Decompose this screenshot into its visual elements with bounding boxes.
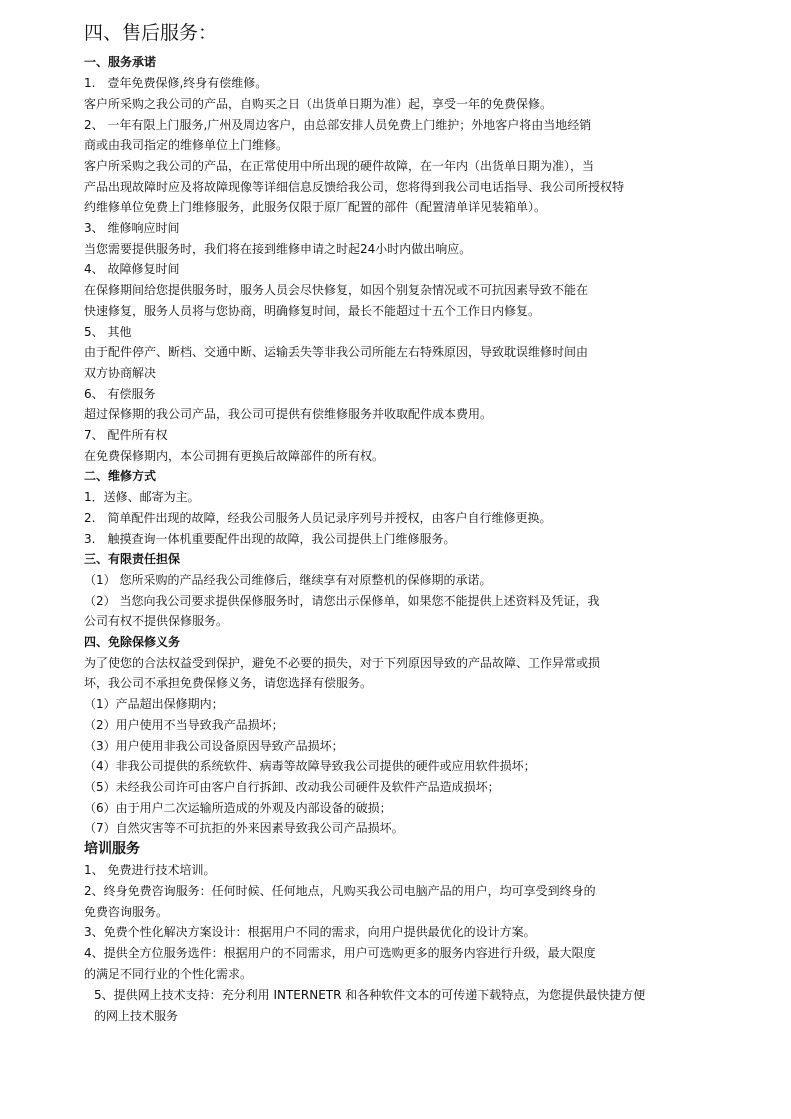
text-line: 2、终身免费咨询服务：任何时候、任何地点，凡购买我公司电脑产品的用户，均可享受到终身的: [84, 884, 596, 898]
text-line: 5、 其他: [84, 325, 132, 339]
text-line: 1．送修、邮寄为主。: [84, 490, 200, 504]
text-line: 约维修单位免费上门维修服务，此服务仅限于原厂配置的部件（配置清单详见装箱单）。: [84, 200, 547, 214]
text-line: 5、提供网上技术支持：充分利用 INTERNETR 和各种软件文本的可传递下载特点，为您提供最快捷方便: [94, 988, 646, 1002]
text-line: 客户所采购之我公司的产品，自购买之日（出货单日期为准）起，享受一年的免费保修。: [84, 97, 553, 111]
text-line: 当您需要提供服务时，我们将在接到维修申请之时起24小时内做出响应。: [84, 242, 472, 256]
text-line: 免费咨询服务。: [84, 905, 169, 919]
text-line: 超过保修期的我公司产品，我公司可提供有偿维修服务并收取配件成本费用。: [84, 407, 493, 421]
text-line: 双方协商解决: [84, 366, 157, 380]
text-line: 1. 壹年免费保修,终身有偿维修。: [84, 76, 268, 90]
text-line: 2. 简单配件出现的故障，经我公司服务人员记录序列号并授权，由客户自行维修更换。: [84, 511, 552, 525]
text-line: 为了使您的合法权益受到保护，避免不必要的损失，对于下列原因导致的产品故障、工作异常或损: [84, 656, 601, 670]
text-line: 2、 一年有限上门服务,广州及周边客户，由总部安排人员免费上门维护；外地客户将由当地经销: [84, 118, 592, 132]
text-line: 4、 故障修复时间: [84, 262, 180, 276]
text-line: 坏，我公司不承担免费保修义务，请您选择有偿服务。: [84, 676, 373, 690]
text-line: 1、 免费进行技术培训。: [84, 863, 216, 877]
text-line: 6、 有偿服务: [84, 387, 156, 401]
section-title: 四、售后服务：: [84, 22, 218, 44]
text-line: 客户所采购之我公司的产品，在正常使用中所出现的硬件故障，在一年内（出货单日期为准），当: [84, 159, 595, 173]
text-line: 7、 配件所有权: [84, 428, 168, 442]
text-line: （1） 您所采购的产品经我公司维修后，继续享有对原整机的保修期的承诺。: [84, 573, 492, 587]
heading-service-promise: 一、服务承诺: [84, 55, 157, 69]
text-line: 的网上技术服务: [94, 1009, 179, 1023]
text-line: （7）自然灾害等不可抗拒的外来因素导致我公司产品损坏。: [84, 821, 404, 835]
text-line: （2）用户使用不当导致我产品损坏；: [84, 718, 284, 732]
text-line: 在免费保修期内，本公司拥有更换后故障部件的所有权。: [84, 449, 385, 463]
text-line: 3、 维修响应时间: [84, 221, 180, 235]
heading-limited-warranty: 三、有限责任担保: [84, 552, 181, 566]
text-line: 的满足不同行业的个性化需求。: [84, 967, 253, 981]
text-line: 快速修复，服务人员将与您协商，明确修复时间，最长不能超过十五个工作日内修复。: [84, 304, 541, 318]
text-line: （2） 当您向我公司要求提供保修服务时，请您出示保修单，如果您不能提供上述资料及凭证，我: [84, 594, 600, 608]
text-line: 由于配件停产、断档、交通中断、运输丢失等非我公司所能左右特殊原因，导致耽误维修时间由: [84, 345, 589, 359]
text-line: 公司有权不提供保修服务。: [84, 614, 229, 628]
heading-training-service: 培训服务: [84, 841, 140, 857]
text-line: 在保修期间给您提供服务时，服务人员会尽快修复，如因个别复杂情况或不可抗因素导致不能在: [84, 283, 589, 297]
text-line: （3）用户使用非我公司设备原因导致产品损坏；: [84, 739, 344, 753]
heading-exemptions: 四、免除保修义务: [84, 635, 181, 649]
text-line: 3、免费个性化解决方案设计：根据用户不同的需求，向用户提供最优化的设计方案。: [84, 925, 536, 939]
heading-repair-method: 二、维修方式: [84, 469, 157, 483]
text-line: （4）非我公司提供的系统软件、病毒等故障导致我公司提供的硬件或应用软件损坏；: [84, 759, 536, 773]
text-line: 商或由我司指定的维修单位上门维修。: [84, 138, 289, 152]
text-line: 4、提供全方位服务选件：根据用户的不同需求，用户可选购更多的服务内容进行升级，最大限度: [84, 946, 596, 960]
text-line: （5）未经我公司许可由客户自行拆卸、改动我公司硬件及软件产品造成损坏；: [84, 780, 500, 794]
text-line: 3. 触摸查询一体机重要配件出现的故障，我公司提供上门维修服务。: [84, 532, 456, 546]
text-line: 产品出现故障时应及将故障现像等详细信息反馈给我公司，您将得到我公司电话指导、我公司所授权特: [84, 180, 625, 194]
text-line: （1）产品超出保修期内；: [84, 697, 224, 711]
text-line: （6）由于用户二次运输所造成的外观及内部设备的破损；: [84, 801, 392, 815]
